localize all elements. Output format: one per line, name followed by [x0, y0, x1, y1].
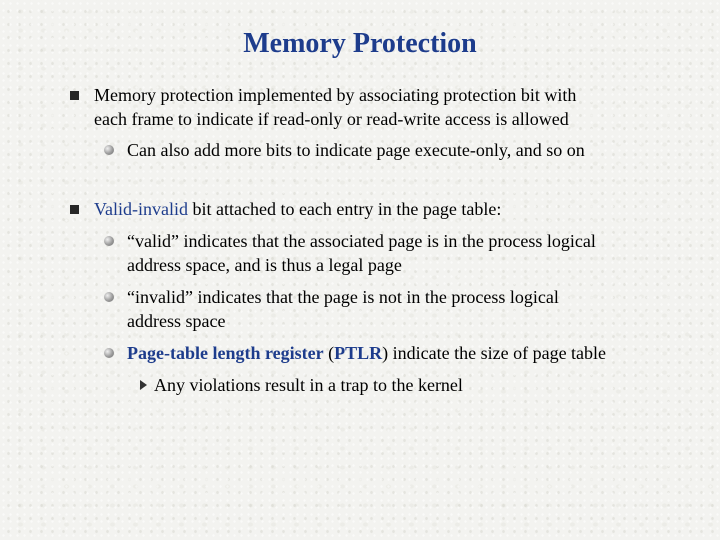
bullet-text: bit attached to each entry in the page table: [187, 199, 502, 219]
bullet-text: ) indicate the size of page table [382, 343, 607, 363]
bullet-line: “invalid” indicates that the page is not in the process logical [127, 287, 559, 307]
bullet-line: each frame to indicate if read-only or read-write access is allowed [94, 109, 569, 129]
bullet-line: address space [127, 311, 226, 331]
term-ptlr: PTLR [334, 343, 383, 363]
subsub-bullet-violations: Any violations result in a trap to the kernel [154, 375, 463, 395]
bullet-line: Memory protection implemented by associating protection bit with [94, 85, 577, 105]
arrow-bullet-icon [140, 380, 147, 390]
sub-bullet-execute-only: Can also add more bits to indicate page execute-only, and so on [127, 140, 585, 160]
bullet-valid-invalid [94, 197, 704, 221]
sub-bullet-valid [127, 229, 707, 277]
bullet-memory-protection [94, 83, 704, 131]
round-bullet-icon [104, 292, 114, 302]
sub-bullet-ptlr [127, 341, 712, 365]
square-bullet-icon [70, 205, 79, 214]
slide-title: Memory Protection [243, 28, 477, 59]
term-page-table-length-register: Page-table length register [127, 343, 324, 363]
square-bullet-icon [70, 91, 79, 100]
round-bullet-icon [104, 348, 114, 358]
sub-bullet-invalid [127, 285, 707, 333]
bullet-line: address space, and is thus a legal page [127, 255, 402, 275]
term-valid-invalid: Valid-invalid [94, 199, 188, 219]
round-bullet-icon [104, 236, 114, 246]
bullet-line: “valid” indicates that the associated page is in the process logical [127, 231, 596, 251]
round-bullet-icon [104, 145, 114, 155]
bullet-text: ( [323, 343, 335, 363]
